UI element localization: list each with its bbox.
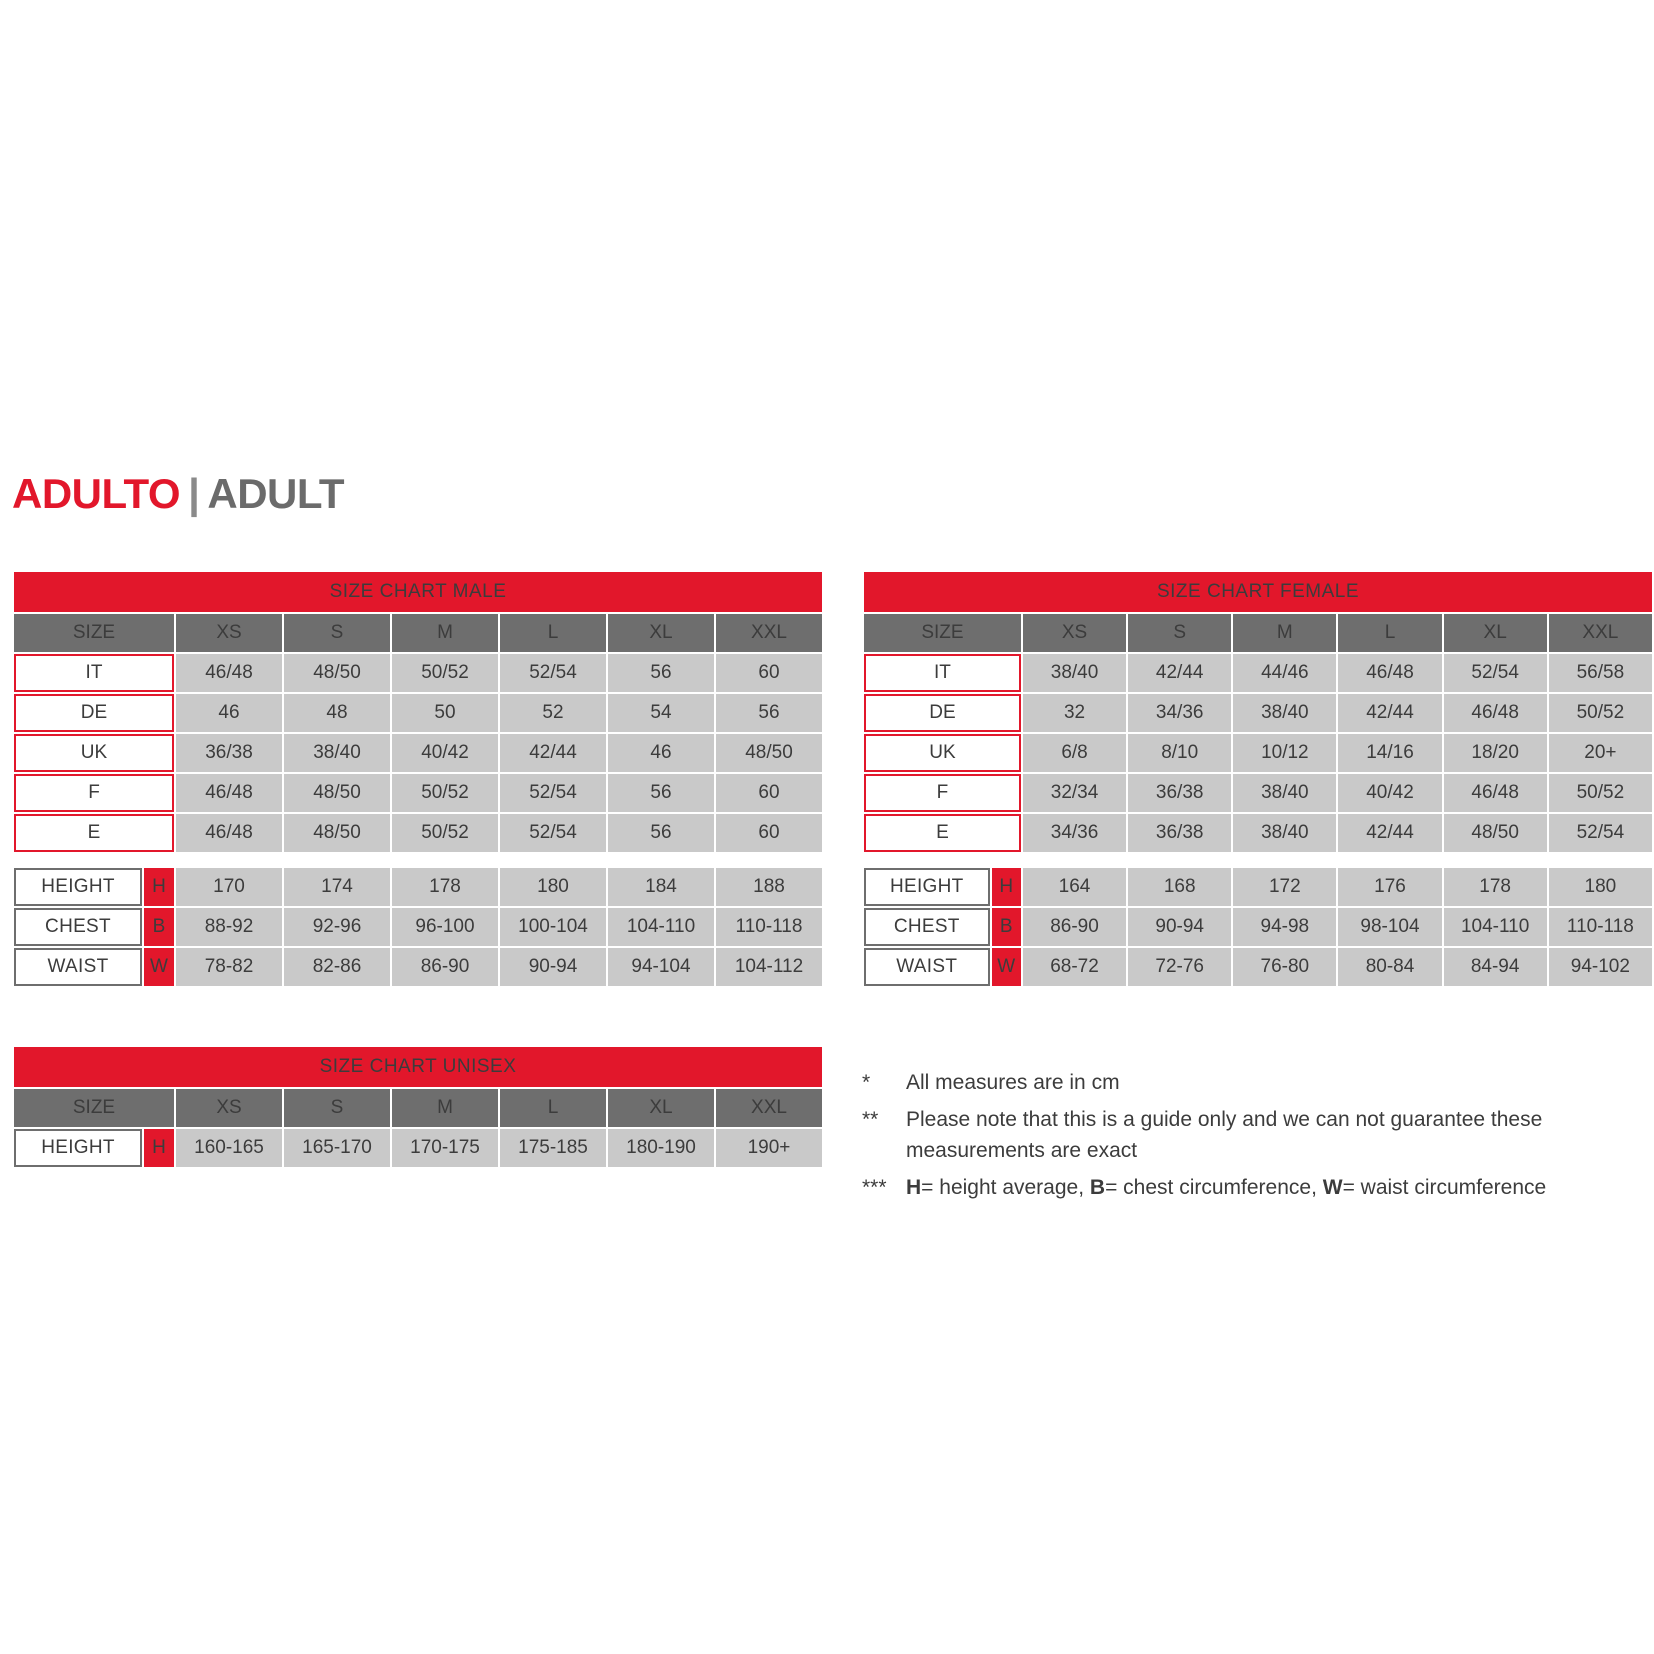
- female-height-xl: 178: [1444, 868, 1547, 906]
- spacer-row: [14, 854, 822, 866]
- male-measure-key-w: W: [144, 948, 174, 986]
- female-uk-m: 10/12: [1233, 734, 1336, 772]
- male-banner: SIZE CHART MALE: [14, 572, 822, 612]
- male-e-xl: 56: [608, 814, 714, 852]
- note-text-2: Please note that this is a guide only and we can not guarantee these measurements are exact: [906, 1108, 1543, 1162]
- unisex-measure-label-height: HEIGHT: [14, 1129, 142, 1167]
- female-waist-xs: 68-72: [1023, 948, 1126, 986]
- female-it-xs: 38/40: [1023, 654, 1126, 692]
- male-de-s: 48: [284, 694, 390, 732]
- table-row: [864, 774, 1652, 812]
- male-it-s: 48/50: [284, 654, 390, 692]
- male-size-s: S: [284, 614, 390, 652]
- male-uk-xs: 36/38: [176, 734, 282, 772]
- unisex-size-m: M: [392, 1089, 498, 1127]
- male-height-xxl: 188: [716, 868, 822, 906]
- unisex-banner: SIZE CHART UNISEX: [14, 1047, 822, 1087]
- male-chest-xl: 104-110: [608, 908, 714, 946]
- male-size-header: SIZE: [14, 614, 174, 652]
- male-row-label-uk: UK: [14, 734, 174, 772]
- female-e-s: 36/38: [1128, 814, 1231, 852]
- male-waist-l: 90-94: [500, 948, 606, 986]
- table-row: [14, 1047, 822, 1087]
- unisex-size-xs: XS: [176, 1089, 282, 1127]
- male-row-label-de: DE: [14, 694, 174, 732]
- unisex-measure-key-h: H: [144, 1129, 174, 1167]
- female-f-s: 36/38: [1128, 774, 1231, 812]
- male-chest-xs: 88-92: [176, 908, 282, 946]
- male-size-xxl: XXL: [716, 614, 822, 652]
- male-uk-s: 38/40: [284, 734, 390, 772]
- female-f-xs: 32/34: [1023, 774, 1126, 812]
- female-waist-xxl: 94-102: [1549, 948, 1652, 986]
- note-item: [862, 1104, 1652, 1166]
- male-waist-m: 86-90: [392, 948, 498, 986]
- note-text-1: All measures are in cm: [906, 1071, 1120, 1094]
- male-it-xxl: 60: [716, 654, 822, 692]
- female-height-xxl: 180: [1549, 868, 1652, 906]
- male-de-xs: 46: [176, 694, 282, 732]
- male-row-label-f: F: [14, 774, 174, 812]
- male-height-l: 180: [500, 868, 606, 906]
- female-e-xxl: 52/54: [1549, 814, 1652, 852]
- female-uk-l: 14/16: [1338, 734, 1441, 772]
- unisex-height-xl: 180-190: [608, 1129, 714, 1167]
- table-row: [14, 694, 822, 732]
- female-waist-l: 80-84: [1338, 948, 1441, 986]
- female-size-header: SIZE: [864, 614, 1021, 652]
- male-size-xs: XS: [176, 614, 282, 652]
- male-e-m: 50/52: [392, 814, 498, 852]
- female-waist-m: 76-80: [1233, 948, 1336, 986]
- male-waist-s: 82-86: [284, 948, 390, 986]
- female-row-label-de: DE: [864, 694, 1021, 732]
- male-uk-xxl: 48/50: [716, 734, 822, 772]
- male-uk-m: 40/42: [392, 734, 498, 772]
- unisex-size-header: SIZE: [14, 1089, 174, 1127]
- male-row-label-e: E: [14, 814, 174, 852]
- male-measure-key-b: B: [144, 908, 174, 946]
- unisex-height-xs: 160-165: [176, 1129, 282, 1167]
- female-size-s: S: [1128, 614, 1231, 652]
- female-de-xl: 46/48: [1444, 694, 1547, 732]
- female-chest-xxl: 110-118: [1549, 908, 1652, 946]
- female-row-label-e: E: [864, 814, 1021, 852]
- note-marker-1: *: [862, 1071, 871, 1094]
- female-height-m: 172: [1233, 868, 1336, 906]
- male-measure-key-h: H: [144, 868, 174, 906]
- female-size-m: M: [1233, 614, 1336, 652]
- male-it-xl: 56: [608, 654, 714, 692]
- male-de-l: 52: [500, 694, 606, 732]
- female-chest-l: 98-104: [1338, 908, 1441, 946]
- female-uk-xl: 18/20: [1444, 734, 1547, 772]
- male-height-s: 174: [284, 868, 390, 906]
- page-title-separator: |: [188, 470, 200, 517]
- male-height-xl: 184: [608, 868, 714, 906]
- table-row: [14, 1129, 822, 1167]
- male-it-l: 52/54: [500, 654, 606, 692]
- male-size-m: M: [392, 614, 498, 652]
- unisex-size-s: S: [284, 1089, 390, 1127]
- male-waist-xl: 94-104: [608, 948, 714, 986]
- table-row: [14, 1089, 822, 1127]
- female-chest-m: 94-98: [1233, 908, 1336, 946]
- female-f-xl: 46/48: [1444, 774, 1547, 812]
- table-row: [14, 614, 822, 652]
- male-it-m: 50/52: [392, 654, 498, 692]
- female-waist-s: 72-76: [1128, 948, 1231, 986]
- table-row: [14, 908, 822, 946]
- table-row: [864, 734, 1652, 772]
- page-title-en: ADULT: [207, 470, 345, 517]
- female-measure-label-height: HEIGHT: [864, 868, 990, 906]
- female-uk-xxl: 20+: [1549, 734, 1652, 772]
- table-row: [864, 814, 1652, 852]
- male-uk-xl: 46: [608, 734, 714, 772]
- female-row-label-it: IT: [864, 654, 1021, 692]
- male-measure-label-chest: CHEST: [14, 908, 142, 946]
- unisex-size-l: L: [500, 1089, 606, 1127]
- table-row: [14, 774, 822, 812]
- male-size-l: L: [500, 614, 606, 652]
- unisex-height-m: 170-175: [392, 1129, 498, 1167]
- female-chest-xl: 104-110: [1444, 908, 1547, 946]
- female-row-label-uk: UK: [864, 734, 1021, 772]
- female-f-l: 40/42: [1338, 774, 1441, 812]
- female-e-l: 42/44: [1338, 814, 1441, 852]
- table-row: [864, 948, 1652, 986]
- unisex-size-xl: XL: [608, 1089, 714, 1127]
- male-chest-s: 92-96: [284, 908, 390, 946]
- table-row: [864, 694, 1652, 732]
- table-row: [864, 572, 1652, 612]
- male-e-s: 48/50: [284, 814, 390, 852]
- female-chest-s: 90-94: [1128, 908, 1231, 946]
- male-chest-l: 100-104: [500, 908, 606, 946]
- female-f-m: 38/40: [1233, 774, 1336, 812]
- female-de-s: 34/36: [1128, 694, 1231, 732]
- male-f-s: 48/50: [284, 774, 390, 812]
- table-row: [14, 814, 822, 852]
- table-row: [14, 572, 822, 612]
- female-de-xxl: 50/52: [1549, 694, 1652, 732]
- male-it-xs: 46/48: [176, 654, 282, 692]
- female-de-l: 42/44: [1338, 694, 1441, 732]
- female-e-xs: 34/36: [1023, 814, 1126, 852]
- female-measure-key-w: W: [992, 948, 1021, 986]
- male-f-xxl: 60: [716, 774, 822, 812]
- female-it-s: 42/44: [1128, 654, 1231, 692]
- notes-block: [862, 1067, 1652, 1209]
- female-size-xl: XL: [1444, 614, 1547, 652]
- size-chart-male: [12, 570, 824, 988]
- size-chart-female: [862, 570, 1654, 988]
- table-row: [864, 654, 1652, 692]
- male-de-m: 50: [392, 694, 498, 732]
- female-e-m: 38/40: [1233, 814, 1336, 852]
- female-size-xxl: XXL: [1549, 614, 1652, 652]
- male-de-xl: 54: [608, 694, 714, 732]
- female-it-l: 46/48: [1338, 654, 1441, 692]
- female-uk-xs: 6/8: [1023, 734, 1126, 772]
- male-e-xs: 46/48: [176, 814, 282, 852]
- note-marker-3: ***: [862, 1176, 887, 1199]
- unisex-height-l: 175-185: [500, 1129, 606, 1167]
- male-measure-label-waist: WAIST: [14, 948, 142, 986]
- male-uk-l: 42/44: [500, 734, 606, 772]
- page-title: [12, 470, 344, 518]
- male-waist-xxl: 104-112: [716, 948, 822, 986]
- male-f-xl: 56: [608, 774, 714, 812]
- spacer-row: [864, 854, 1652, 866]
- unisex-height-xxl: 190+: [716, 1129, 822, 1167]
- male-height-xs: 170: [176, 868, 282, 906]
- female-measure-key-b: B: [992, 908, 1021, 946]
- female-it-xxl: 56/58: [1549, 654, 1652, 692]
- male-waist-xs: 78-82: [176, 948, 282, 986]
- table-row: [14, 734, 822, 772]
- female-f-xxl: 50/52: [1549, 774, 1652, 812]
- note-text-3: H= height average, B= chest circumference, W= waist circumference: [906, 1176, 1547, 1199]
- female-row-label-f: F: [864, 774, 1021, 812]
- table-row: [864, 908, 1652, 946]
- female-measure-label-chest: CHEST: [864, 908, 990, 946]
- page-title-it: ADULTO: [12, 470, 181, 517]
- female-de-xs: 32: [1023, 694, 1126, 732]
- unisex-size-xxl: XXL: [716, 1089, 822, 1127]
- table-row: [864, 868, 1652, 906]
- female-height-xs: 164: [1023, 868, 1126, 906]
- female-height-s: 168: [1128, 868, 1231, 906]
- female-measure-key-h: H: [992, 868, 1021, 906]
- table-row: [864, 614, 1652, 652]
- male-e-xxl: 60: [716, 814, 822, 852]
- female-size-l: L: [1338, 614, 1441, 652]
- female-uk-s: 8/10: [1128, 734, 1231, 772]
- female-chest-xs: 86-90: [1023, 908, 1126, 946]
- female-it-xl: 52/54: [1444, 654, 1547, 692]
- female-banner: SIZE CHART FEMALE: [864, 572, 1652, 612]
- table-row: [14, 948, 822, 986]
- female-de-m: 38/40: [1233, 694, 1336, 732]
- female-measure-label-waist: WAIST: [864, 948, 990, 986]
- note-item: [862, 1172, 1652, 1203]
- male-f-l: 52/54: [500, 774, 606, 812]
- female-e-xl: 48/50: [1444, 814, 1547, 852]
- female-it-m: 44/46: [1233, 654, 1336, 692]
- male-row-label-it: IT: [14, 654, 174, 692]
- male-size-xl: XL: [608, 614, 714, 652]
- table-row: [14, 654, 822, 692]
- male-measure-label-height: HEIGHT: [14, 868, 142, 906]
- male-height-m: 178: [392, 868, 498, 906]
- size-chart-unisex: [12, 1045, 824, 1169]
- male-f-xs: 46/48: [176, 774, 282, 812]
- male-e-l: 52/54: [500, 814, 606, 852]
- note-marker-2: **: [862, 1108, 879, 1131]
- female-size-xs: XS: [1023, 614, 1126, 652]
- male-chest-m: 96-100: [392, 908, 498, 946]
- table-row: [14, 868, 822, 906]
- male-de-xxl: 56: [716, 694, 822, 732]
- male-chest-xxl: 110-118: [716, 908, 822, 946]
- male-f-m: 50/52: [392, 774, 498, 812]
- note-item: [862, 1067, 1652, 1098]
- female-waist-xl: 84-94: [1444, 948, 1547, 986]
- female-height-l: 176: [1338, 868, 1441, 906]
- unisex-height-s: 165-170: [284, 1129, 390, 1167]
